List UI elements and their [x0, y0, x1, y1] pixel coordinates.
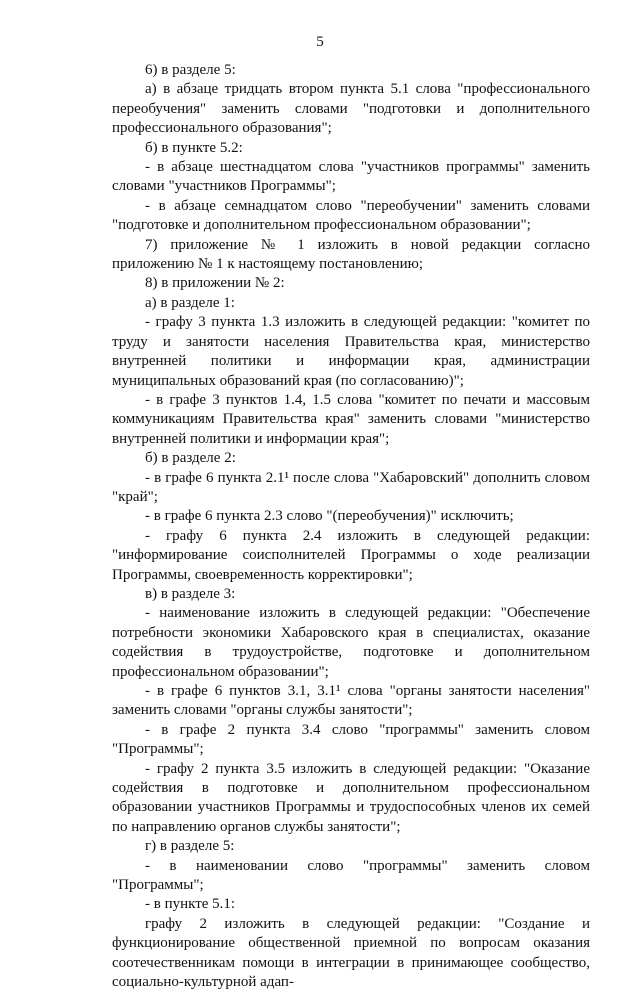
paragraph-section-2: б) в разделе 2: — [145, 450, 236, 467]
document-body — [112, 61, 590, 993]
paragraph-dash-naming-5: - в наименовании слово "программы" заменить словом "Программы"; — [112, 857, 590, 894]
paragraph-dash-3-1: - в графе 6 пунктов 3.1, 3.1¹ слова "органы занятости населения" заменить словами "органы службы занятости"; — [112, 683, 590, 719]
paragraph-section-3: в) в разделе 3: — [145, 585, 236, 602]
paragraph-dash-2-4: - графу 6 пункта 2.4 изложить в следующей редакции: "информирование соисполнителей Программы о ходе реализации Программы, своевременность корректировки"; — [112, 527, 590, 583]
paragraph-dash-17th: - в абзаце семнадцатом слово "переобучении" заменить словами "подготовке и дополнительном профессиональном образовании"; — [112, 197, 590, 234]
paragraph-dash-2-3: - в графе 6 пункта 2.3 слово "(переобучения)" исключить; — [145, 508, 514, 525]
paragraph-item-8: 8) в приложении № 2: — [145, 275, 285, 292]
paragraph-column-2: графу 2 изложить в следующей редакции: "Создание и функционирование общественной приемной по вопросам оказания соотечественникам помощи в интеграции в принимающее сообщество, социально-культурной адап- — [112, 915, 590, 991]
paragraph-dash-2-1-1: - в графе 6 пункта 2.1¹ после слова "Хабаровский" дополнить словом "край"; — [112, 469, 590, 505]
paragraph-dash-16th: - в абзаце шестнадцатом слова "участников программы" заменить словами "участников Программы"; — [112, 159, 590, 195]
paragraph-item-b-5-2: б) в пункте 5.2: — [145, 139, 243, 156]
paragraph-dash-5-1: - в пункте 5.1: — [145, 896, 236, 913]
paragraph-section-5-g: г) в разделе 5: — [145, 838, 235, 855]
paragraph-item-7: 7) приложение № 1 изложить в новой редакции согласно приложению № 1 к настоящему постановлению; — [112, 236, 590, 273]
page-number: 5 — [316, 34, 324, 50]
paragraph-dash-naming: - наименование изложить в следующей редакции: "Обеспечение потребности экономики Хабаровского края в специалистах, оказание содействия в трудоустройстве, подготовке и дополнительном профессиональном образовании"; — [112, 605, 590, 680]
paragraph-dash-3-4: - в графе 2 пункта 3.4 слово "программы" заменить словом "Программы"; — [112, 721, 590, 758]
paragraph-section-1: а) в разделе 1: — [145, 294, 235, 311]
paragraph-item-a-5-1: а) в абзаце тридцать втором пункта 5.1 слова "профессионального переобучения" заменить словами "подготовки и дополнительного профессионального образования"; — [112, 81, 590, 137]
paragraph-dash-1-4-1-5: - в графе 3 пунктов 1.4, 1.5 слова "комитет по печати и массовым коммуникациям Правительства края" заменить словами "министерство внутренней политики и информации края"; — [112, 391, 590, 447]
paragraph-dash-1-3: - графу 3 пункта 1.3 изложить в следующей редакции: "комитет по труду и занятости населения Правительства края, министерство внутренней политики и информации края, администрации муниципальных образований края (по согласованию)"; — [112, 314, 590, 389]
paragraph-dash-3-5: - графу 2 пункта 3.5 изложить в следующей редакции: "Оказание содействия в подготовке и дополнительном профессиональном образовании участников Программы и трудоспособных членов их семей по направлению органов службы занятости"; — [112, 760, 590, 835]
paragraph-section-5: 6) в разделе 5: — [145, 62, 236, 78]
